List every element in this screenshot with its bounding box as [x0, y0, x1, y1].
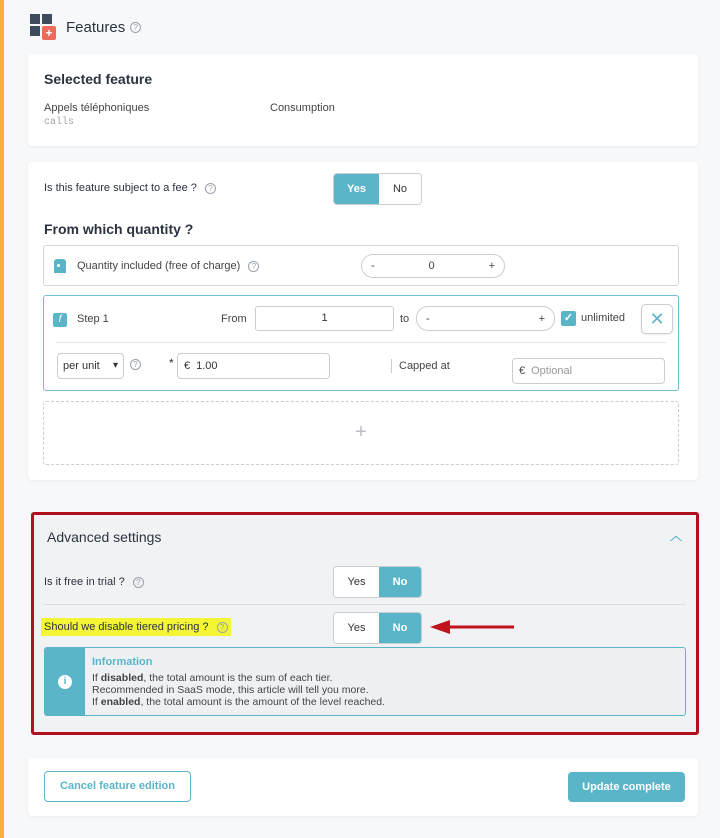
- door-icon: [54, 259, 66, 273]
- remove-step-button[interactable]: [641, 304, 673, 334]
- divider: [56, 342, 666, 343]
- capped-placeholder: Optional: [531, 365, 573, 377]
- currency-symbol: €: [184, 360, 191, 372]
- help-icon[interactable]: ?: [248, 261, 259, 272]
- quantity-included-label: [77, 260, 259, 272]
- required-mark: *: [169, 356, 174, 370]
- help-icon[interactable]: ?: [205, 183, 216, 194]
- advanced-settings-panel: [31, 512, 699, 735]
- footer-actions: [28, 758, 698, 816]
- close-icon: ✕: [649, 309, 665, 329]
- to-label: to: [400, 313, 410, 325]
- help-icon[interactable]: ?: [130, 22, 141, 33]
- info-line-disabled: [92, 672, 332, 684]
- features-logo-icon: +: [30, 14, 56, 40]
- quantity-included-row: [43, 245, 679, 286]
- divider: [391, 359, 392, 373]
- stepper-plus-button[interactable]: +: [488, 260, 495, 272]
- fee-toggle: [333, 173, 422, 205]
- update-complete-button[interactable]: Update complete: [568, 772, 685, 802]
- cancel-feature-edition-button[interactable]: Cancel feature edition: [44, 771, 191, 802]
- quantity-included-value[interactable]: 0: [428, 260, 435, 272]
- information-box: [44, 647, 686, 716]
- info-text: If: [92, 696, 101, 708]
- unlimited-label: unlimited: [581, 312, 626, 324]
- tiered-pricing-question-label: Should we disable tiered pricing ?: [44, 621, 209, 633]
- info-keyword: disabled: [100, 672, 144, 684]
- chevron-up-icon[interactable]: ︿: [669, 529, 682, 543]
- currency-symbol: €: [519, 365, 526, 377]
- capped-input[interactable]: [512, 358, 665, 384]
- tiered-pricing-question: [41, 618, 231, 636]
- pricing-card: [28, 162, 698, 480]
- from-label: From: [221, 313, 247, 325]
- help-icon[interactable]: ?: [133, 577, 144, 588]
- trial-toggle: [333, 566, 422, 598]
- from-input[interactable]: 1: [255, 306, 394, 331]
- fee-question-label: Is this feature subject to a fee ?: [44, 182, 197, 194]
- info-text: If: [92, 672, 101, 684]
- capped-label: Capped at: [399, 360, 450, 372]
- tiered-pricing-toggle: [333, 612, 422, 644]
- info-text: , the total amount is the amount of the level reached.: [140, 696, 386, 708]
- advanced-settings-title[interactable]: Advanced settings: [47, 529, 162, 545]
- feature-name: Appels téléphoniques: [44, 102, 150, 114]
- function-icon: f: [53, 313, 67, 327]
- info-title: Information: [92, 656, 153, 668]
- features-page: [4, 0, 720, 838]
- step-row: [43, 295, 679, 391]
- step-label: Step 1: [77, 313, 109, 325]
- page-header: [30, 14, 141, 40]
- page-title: Features: [66, 18, 126, 36]
- trial-question: [44, 576, 144, 588]
- fee-no-button[interactable]: No: [379, 174, 421, 204]
- stepper-plus-button[interactable]: +: [538, 312, 545, 325]
- info-text: , the total amount is the sum of each tier.: [143, 672, 333, 684]
- selected-feature-heading: Selected feature: [44, 71, 153, 87]
- unlimited-checkbox[interactable]: ✓: [561, 311, 576, 326]
- unit-select[interactable]: [57, 353, 124, 379]
- selected-feature-card: [28, 54, 698, 146]
- price-input[interactable]: [177, 353, 330, 379]
- tiered-no-button[interactable]: No: [379, 613, 421, 643]
- quantity-included-text: Quantity included (free of charge): [77, 260, 241, 272]
- fee-yes-button[interactable]: Yes: [334, 174, 379, 204]
- info-line-recommended[interactable]: Recommended in SaaS mode, this article will tell you more.: [92, 684, 369, 696]
- trial-no-button[interactable]: No: [379, 567, 421, 597]
- stepper-minus-button[interactable]: -: [426, 312, 430, 325]
- info-sidebar: [45, 648, 85, 715]
- feature-type: Consumption: [270, 102, 335, 114]
- stepper-minus-button[interactable]: -: [371, 260, 375, 272]
- annotation-arrow-icon: [430, 619, 518, 635]
- price-value: 1.00: [196, 360, 218, 372]
- quantity-section-title: From which quantity ?: [44, 221, 194, 237]
- add-step-button[interactable]: [43, 401, 679, 465]
- trial-yes-button[interactable]: Yes: [334, 567, 379, 597]
- info-line-enabled: [92, 696, 385, 708]
- fee-question: [44, 182, 216, 194]
- chevron-down-icon: ▾: [112, 360, 118, 371]
- divider: [44, 604, 685, 605]
- feature-code: calls: [44, 117, 75, 128]
- unit-select-value: per unit: [63, 360, 100, 372]
- to-stepper[interactable]: [416, 306, 555, 331]
- help-icon[interactable]: ?: [217, 622, 228, 633]
- info-keyword: enabled: [100, 696, 141, 708]
- tiered-yes-button[interactable]: Yes: [334, 613, 379, 643]
- help-icon[interactable]: ?: [130, 359, 141, 370]
- trial-question-label: Is it free in trial ?: [44, 576, 125, 588]
- plus-icon: +: [355, 421, 367, 443]
- info-icon: i: [58, 675, 72, 689]
- quantity-included-stepper[interactable]: [361, 254, 505, 278]
